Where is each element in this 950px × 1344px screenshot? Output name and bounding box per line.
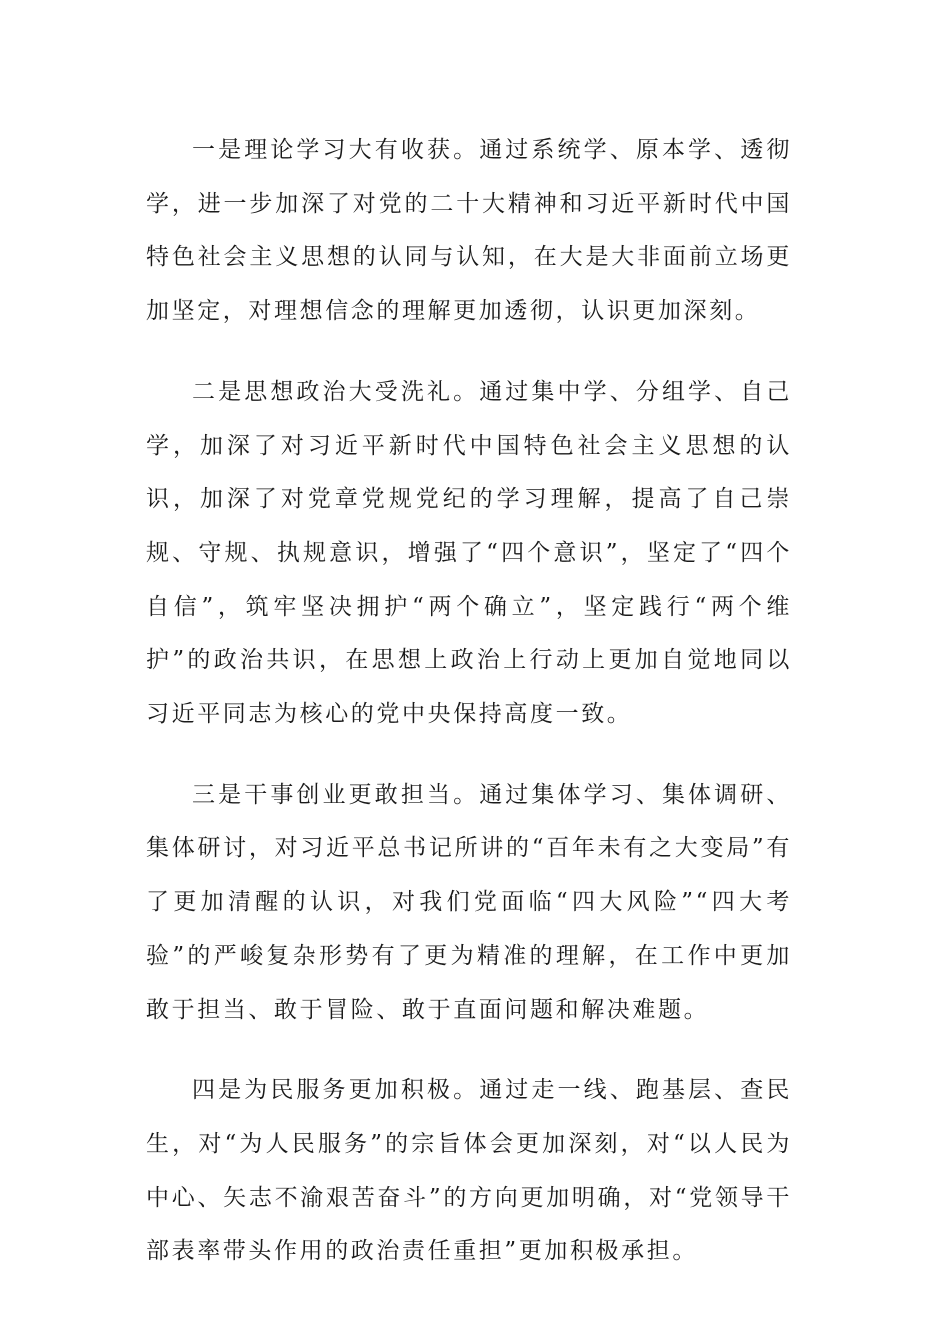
document-body: [146, 124, 792, 1306]
paragraph-serving-people: 四是为民服务更加积极。通过走一线、跑基层、查民生，对“为人民服务”的宗旨体会更加深刻，对“以人民为中心、矢志不渝艰苦奋斗”的方向更加明确，对“党领导干部表率带头作用的政治责任重担”更加积极承担。: [146, 1077, 792, 1265]
paragraph-work-responsibility: 三是干事创业更敢担当。通过集体学习、集体调研、集体研讨，对习近平总书记所讲的“百年未有之大变局”有了更加清醒的认识，对我们党面临“四大风险”“四大考验”的严峻复杂形势有了更为精准的理解，在工作中更加敢于担当、敢于冒险、敢于直面问题和解决难题。: [146, 781, 792, 1023]
paragraph-theory-study: 一是理论学习大有收获。通过系统学、原本学、透彻学，进一步加深了对党的二十大精神和习近平新时代中国特色社会主义思想的认同与认知，在大是大非面前立场更加坚定，对理想信念的理解更加透彻，认识更加深刻。: [146, 137, 792, 325]
paragraph-political-thought: 二是思想政治大受洗礼。通过集中学、分组学、自己学，加深了对习近平新时代中国特色社会主义思想的认识，加深了对党章党规党纪的学习理解，提高了自己崇规、守规、执规意识，增强了“四个意识”，坚定了“四个自信”，筑牢坚决拥护“两个确立”，坚定践行“两个维护”的政治共识，在思想上政治上行动上更加自觉地同以习近平同志为核心的党中央保持高度一致。: [146, 378, 792, 728]
